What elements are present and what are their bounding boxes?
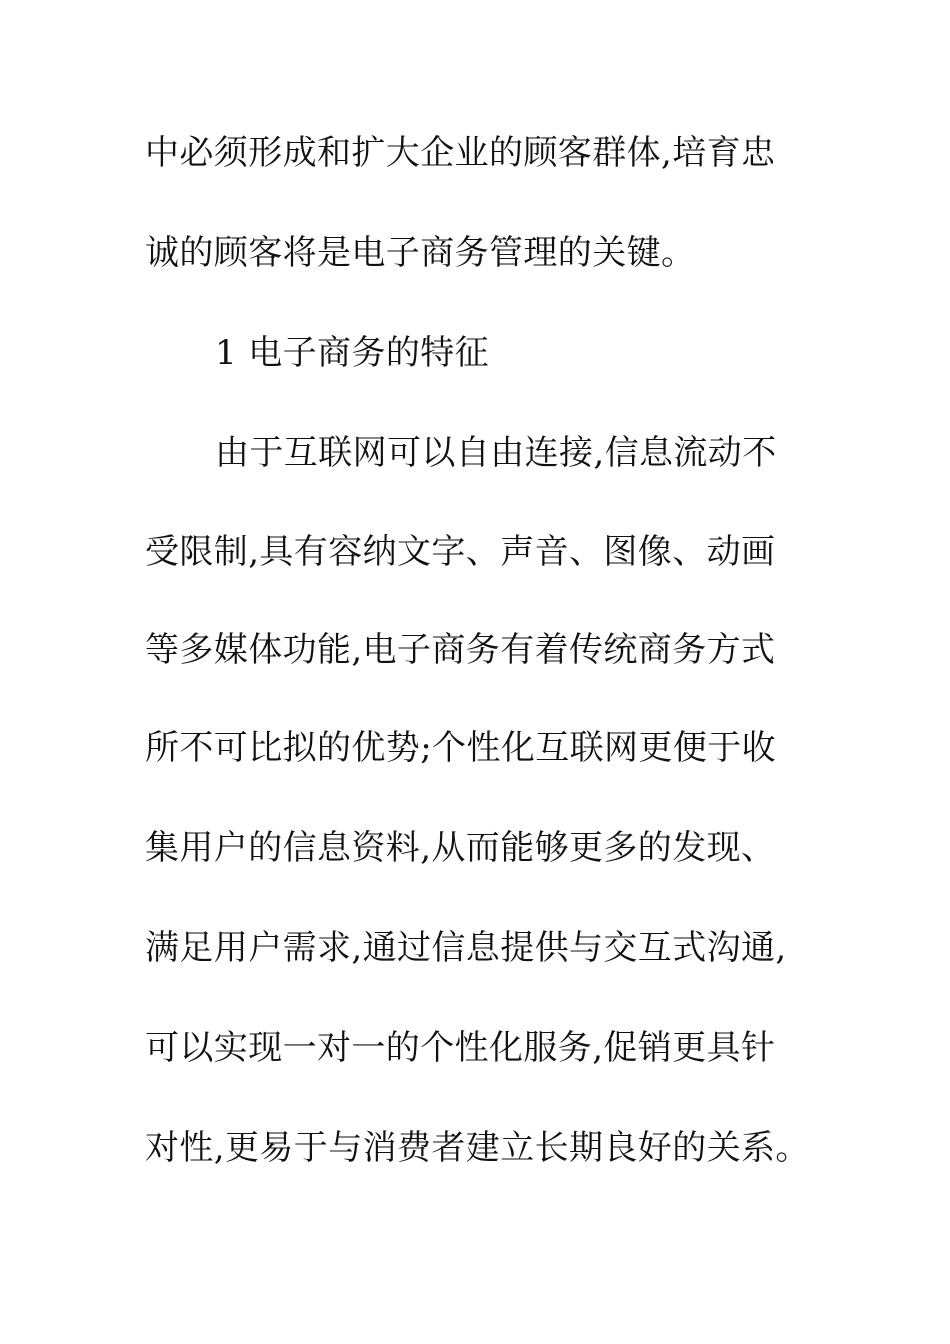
text-line: 集用户的信息资料,从而能够更多的发现、 <box>145 828 776 868</box>
text-line: 所不可比拟的优势;个性化互联网更便于收 <box>145 728 777 768</box>
section-heading: 1 电子商务的特征 <box>215 333 490 373</box>
text-line: 对性,更易于与消费者建立长期良好的关系。 <box>145 1128 810 1168</box>
text-line: 诚的顾客将是电子商务管理的关键。 <box>145 233 696 273</box>
text-line: 中必须形成和扩大企业的顾客群体,培育忠 <box>145 133 776 173</box>
text-line: 可以实现一对一的个性化服务,促销更具针 <box>145 1028 776 1068</box>
text-line: 满足用户需求,通过信息提供与交互式沟通, <box>145 928 787 968</box>
text-line: 由于互联网可以自由连接,信息流动不 <box>215 433 777 473</box>
text-line: 受限制,具有容纳文字、声音、图像、动画 <box>145 532 776 572</box>
text-line: 等多媒体功能,电子商务有着传统商务方式 <box>145 630 776 670</box>
